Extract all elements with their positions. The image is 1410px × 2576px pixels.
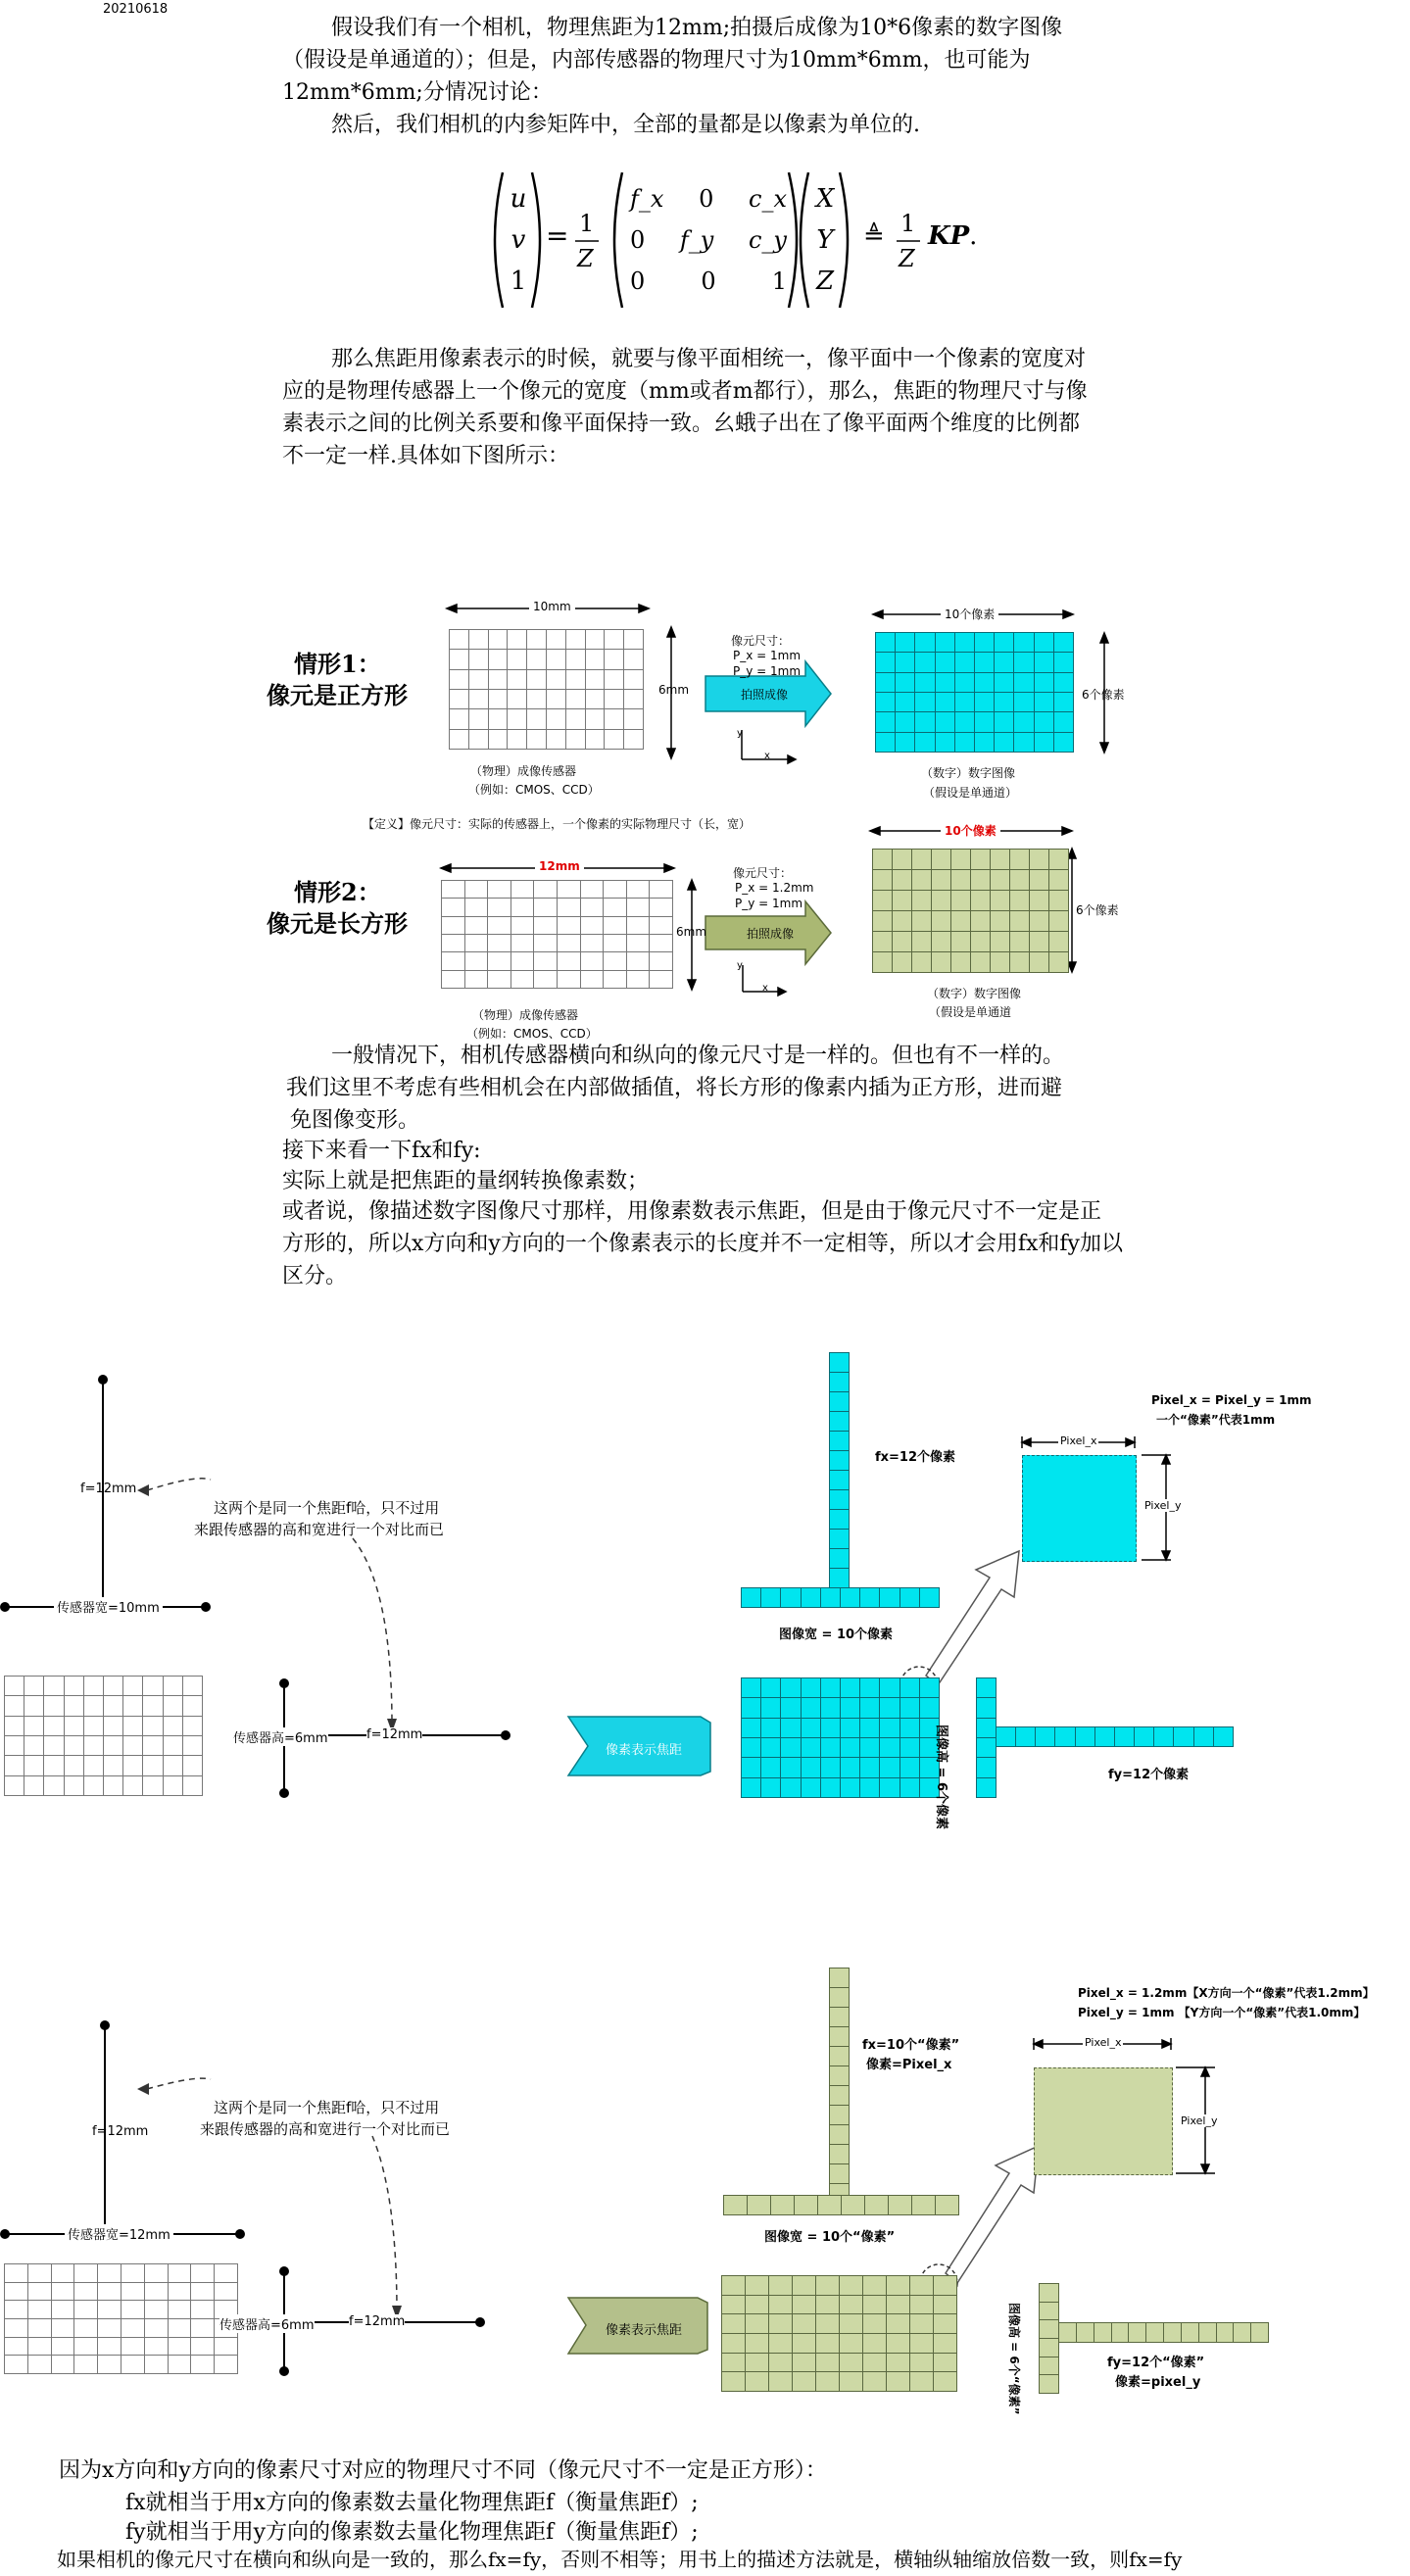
case2-title-2: 像元是长方形 — [267, 909, 408, 938]
grid-cell — [122, 2264, 145, 2283]
lhs-v: v — [511, 225, 526, 255]
grid-cell — [1182, 2323, 1199, 2343]
grid-cell — [934, 2334, 957, 2354]
grid-cell — [934, 2296, 957, 2315]
grid-cell — [840, 2372, 863, 2392]
grid-cell — [122, 2283, 145, 2302]
grid-cell — [722, 2314, 746, 2334]
grid-cell — [840, 2334, 863, 2354]
grid-cell — [169, 2319, 192, 2338]
d2-arrow-text: 像素表示焦距 — [606, 2323, 683, 2338]
grid-cell — [1040, 2339, 1059, 2357]
grid-cell — [722, 2296, 746, 2315]
grid-cell — [830, 1968, 850, 1988]
case1-image-cap2: （假设是单通道） — [923, 786, 1018, 800]
d2-sensor-w: 传感器宽=12mm — [65, 2224, 173, 2243]
grid-cell — [191, 2283, 215, 2302]
d2-f-label-2: f=12mm — [349, 2314, 406, 2329]
para3-line-4: 接下来看一下fx和fy: — [282, 1139, 481, 1163]
grid-cell — [215, 2264, 238, 2283]
grid-cell — [934, 2314, 957, 2334]
case1-title-1: 情形1： — [294, 650, 381, 678]
grid-cell — [746, 2334, 769, 2354]
grid-cell — [842, 2196, 865, 2215]
d2-note-2: 来跟传感器的高和宽进行一个对比而已 — [200, 2120, 451, 2138]
case1-image-height: 6个像素 — [1082, 688, 1125, 702]
case1-sensor-cap1: （物理）成像传感器 — [470, 764, 577, 778]
grid-cell — [769, 2296, 793, 2315]
d2-img-h: 图像高 = 6个“像素” — [1007, 2303, 1021, 2415]
grid-cell — [52, 2338, 75, 2357]
grid-cell — [910, 2314, 934, 2334]
grid-cell — [818, 2196, 842, 2215]
d2-sensor-h: 传感器高=6mm — [219, 2314, 315, 2333]
grid-cell — [145, 2319, 169, 2338]
grid-cell — [98, 2301, 122, 2319]
d2-fx-label-1: fx=10个“像素” — [862, 2038, 960, 2053]
grid-cell — [830, 2086, 850, 2106]
grid-cell — [793, 2354, 816, 2373]
grid-cell — [863, 2276, 887, 2296]
intrinsic-formula: u v 1 = 1 Z f_x 0 c_x 0 f_y c_y 0 0 1 X Y Z ≜ 1 Z KP. — [485, 167, 1034, 314]
grid-cell — [122, 2301, 145, 2319]
d2-pixel-eq-1: Pixel_x = 1.2mm【X方向一个“像素”代表1.2mm】 — [1078, 1986, 1375, 2000]
case1-px: P_x = 1mm — [733, 649, 802, 662]
d2-img-w: 图像宽 = 10个“像素” — [764, 2230, 896, 2245]
intro-line-4: 然后，我们相机的内参矩阵中，全部的量都是以像素为单位的. — [331, 113, 920, 137]
d1-note-1: 这两个是同一个焦距f哈，只不过用 — [214, 1499, 440, 1517]
d1-pixel-note: 一个“像素”代表1mm — [1156, 1413, 1276, 1427]
d1-pixel-eq: Pixel_x = Pixel_y = 1mm — [1151, 1393, 1312, 1407]
grid-cell — [722, 2276, 746, 2296]
d2-fy-label-2: 像素=pixel_y — [1115, 2375, 1201, 2390]
m01: 0 — [699, 185, 714, 213]
case1-py: P_y = 1mm — [733, 664, 802, 678]
grid-cell — [145, 2301, 169, 2319]
conclusion-line-4: 如果相机的像元尺寸在横向和纵向是一致的，那么fx=fy，否则不相等；用书上的描述方法就是，横轴纵轴缩放倍数一致，则fx=fy — [57, 2548, 1183, 2571]
grid-cell — [1146, 2323, 1164, 2343]
d2-pixel-rect — [1034, 2067, 1173, 2175]
grid-cell — [840, 2296, 863, 2315]
grid-cell — [169, 2301, 192, 2319]
intro-line-2: （假设是单通道的）；但是，内部传感器的物理尺寸为10mm*6mm，也可能为 — [282, 48, 1031, 73]
conclusion-line-2: fx就相当于用x方向的像素数去量化物理焦距f（衡量焦距f）; — [125, 2491, 699, 2515]
grid-cell — [830, 2125, 850, 2145]
grid-cell — [1059, 2323, 1077, 2343]
grid-cell — [793, 2314, 816, 2334]
grid-cell — [1040, 2320, 1059, 2339]
grid-cell — [722, 2354, 746, 2373]
grid-cell — [122, 2338, 145, 2357]
case1-sensor-height: 6mm — [658, 683, 690, 697]
d1-f-label-2: f=12mm — [366, 1727, 423, 1742]
grid-cell — [52, 2319, 75, 2338]
grid-cell — [863, 2334, 887, 2354]
d2-height-column — [1039, 2283, 1059, 2394]
grid-cell — [1094, 2323, 1112, 2343]
d1-note-2: 来跟传感器的高和宽进行一个对比而已 — [194, 1521, 445, 1538]
d2-pixel-y: Pixel_y — [1181, 2114, 1218, 2127]
grid-cell — [816, 2334, 840, 2354]
grid-cell — [145, 2356, 169, 2374]
para3-line-8: 区分。 — [282, 1264, 348, 1288]
m11: f_y — [679, 226, 714, 254]
case1-pixel-size-title: 像元尺寸： — [731, 634, 791, 648]
d1-fy-label: fy=12个像素 — [1108, 1768, 1190, 1782]
para3-line-1: 一般情况下，相机传感器横向和纵向的像元尺寸是一样的。但也有不一样的。 — [331, 1044, 1065, 1068]
grid-cell — [122, 2319, 145, 2338]
grid-cell — [191, 2301, 215, 2319]
grid-cell — [1077, 2323, 1094, 2343]
grid-cell — [28, 2301, 52, 2319]
case2-axis-x: x — [762, 983, 768, 994]
grid-cell — [191, 2356, 215, 2374]
grid-cell — [98, 2283, 122, 2302]
grid-cell — [52, 2356, 75, 2374]
grid-cell — [795, 2196, 818, 2215]
d1-img-h: 图像高 = 6个像素 — [934, 1725, 948, 1829]
grid-cell — [889, 2196, 912, 2215]
case2-sensor-cap2: （例如：CMOS、CCD） — [466, 1027, 598, 1041]
grid-cell — [145, 2338, 169, 2357]
lhs-u: u — [510, 184, 527, 214]
grid-cell — [1251, 2323, 1269, 2343]
para2-line-3: 素表示之间的比例关系要和像平面保持一致。幺蛾子出在了像平面两个维度的比例都 — [282, 412, 1081, 436]
grid-cell — [74, 2283, 98, 2302]
d2-pixel-x: Pixel_x — [1085, 2036, 1122, 2049]
case2-py: P_y = 1mm — [735, 897, 803, 910]
grid-cell — [746, 2372, 769, 2392]
grid-cell — [1040, 2303, 1059, 2321]
d2-image-grid — [721, 2275, 957, 2392]
para2-line-4: 不一定一样.具体如下图所示： — [282, 444, 569, 468]
grid-cell — [169, 2338, 192, 2357]
grid-cell — [830, 2164, 850, 2184]
grid-cell — [863, 2314, 887, 2334]
case2-image-width: 10个像素 — [941, 822, 1000, 839]
grid-cell — [910, 2372, 934, 2392]
grid-cell — [793, 2372, 816, 2392]
grid-cell — [887, 2314, 910, 2334]
grid-cell — [722, 2372, 746, 2392]
grid-cell — [1234, 2323, 1251, 2343]
grid-cell — [52, 2283, 75, 2302]
grid-cell — [74, 2301, 98, 2319]
grid-cell — [28, 2264, 52, 2283]
case1-arrow-text: 拍照成像 — [741, 688, 789, 702]
grid-cell — [145, 2283, 169, 2302]
grid-cell — [5, 2301, 28, 2319]
grid-cell — [145, 2264, 169, 2283]
grid-cell — [769, 2314, 793, 2334]
grid-cell — [1217, 2323, 1235, 2343]
para2-line-1: 那么焦距用像素表示的时候，就要与像平面相统一，像平面中一个像素的宽度对 — [331, 347, 1087, 371]
grid-cell — [169, 2283, 192, 2302]
grid-cell — [934, 2372, 957, 2392]
grid-cell — [74, 2319, 98, 2338]
grid-cell — [98, 2319, 122, 2338]
rhs-X: X — [815, 184, 835, 214]
grid-cell — [1129, 2323, 1146, 2343]
m10: 0 — [630, 226, 646, 254]
grid-cell — [910, 2354, 934, 2373]
grid-cell — [816, 2372, 840, 2392]
grid-cell — [98, 2356, 122, 2374]
grid-cell — [769, 2354, 793, 2373]
grid-cell — [1040, 2357, 1059, 2376]
grid-cell — [5, 2338, 28, 2357]
d1-sensor-w: 传感器宽=10mm — [54, 1597, 163, 1616]
para3-line-2: 我们这里不考虑有些相机会在内部做插值，将长方形的像素内插为正方形，进而避 — [286, 1076, 1063, 1100]
case1-title-2: 像元是正方形 — [267, 681, 408, 709]
grid-cell — [5, 2283, 28, 2302]
date-stamp: 20210618 — [103, 2, 169, 17]
grid-cell — [74, 2356, 98, 2374]
grid-cell — [52, 2264, 75, 2283]
d2-fx-label-2: 像素=Pixel_x — [866, 2058, 952, 2072]
grid-cell — [863, 2372, 887, 2392]
m12: c_y — [748, 226, 787, 254]
case1-image-width: 10个像素 — [941, 606, 998, 622]
grid-cell — [830, 2047, 850, 2066]
grid-cell — [771, 2196, 795, 2215]
grid-cell — [74, 2338, 98, 2357]
case2-pixel-size-title: 像元尺寸： — [733, 866, 793, 880]
grid-cell — [910, 2296, 934, 2315]
conclusion-line-3: fy就相当于用y方向的像素数去量化物理焦距f（衡量焦距f）; — [125, 2520, 699, 2545]
grid-cell — [830, 2106, 850, 2125]
d2-width-row — [723, 2195, 959, 2215]
case2-image-cap1: （数字）数字图像 — [927, 987, 1022, 1000]
rhs-Y: Y — [816, 225, 834, 255]
case2-sensor-height: 6mm — [676, 925, 707, 939]
m00: f_x — [630, 185, 664, 213]
grid-cell — [830, 2027, 850, 2047]
grid-cell — [863, 2354, 887, 2373]
d2-sensor-grid — [4, 2263, 238, 2374]
grid-cell — [769, 2276, 793, 2296]
grid-cell — [887, 2276, 910, 2296]
grid-cell — [1112, 2323, 1130, 2343]
para3-line-6: 或者说，像描述数字图像尺寸那样，用像素数表示焦距，但是由于像元尺寸不一定是正 — [282, 1199, 1102, 1224]
case1-axis-y: y — [737, 728, 743, 739]
grid-cell — [887, 2354, 910, 2373]
d1-f-label: f=12mm — [80, 1482, 137, 1496]
grid-cell — [816, 2276, 840, 2296]
grid-cell — [865, 2196, 889, 2215]
m22: 1 — [771, 267, 787, 295]
grid-cell — [934, 2354, 957, 2373]
d1-pixel-x: Pixel_x — [1060, 1434, 1097, 1447]
grid-cell — [769, 2372, 793, 2392]
intro-line-3: 12mm*6mm;分情况讨论： — [282, 80, 553, 105]
grid-cell — [746, 2314, 769, 2334]
d1-pixel-y: Pixel_y — [1144, 1499, 1182, 1512]
d2-pixel-eq-2: Pixel_y = 1mm 【Y方向一个“像素”代表1.0mm】 — [1078, 2006, 1366, 2019]
grid-cell — [912, 2196, 936, 2215]
lhs-1: 1 — [510, 267, 527, 296]
grid-cell — [936, 2196, 959, 2215]
grid-cell — [28, 2319, 52, 2338]
case2-axis-y: y — [737, 960, 743, 971]
conclusion-line-1: 因为x方向和y方向的像素尺寸对应的物理尺寸不同（像元尺寸不一定是正方形）： — [59, 2458, 827, 2483]
grid-cell — [816, 2314, 840, 2334]
grid-cell — [1040, 2284, 1059, 2303]
grid-cell — [793, 2296, 816, 2315]
para2-line-2: 应的是物理传感器上一个像元的宽度（mm或者m都行），那么，焦距的物理尺寸与像 — [282, 379, 1088, 404]
para3-line-7: 方形的，所以x方向和y方向的一个像素表示的长度并不一定相等，所以才会用fx和fy加以 — [282, 1232, 1123, 1256]
d1-fx-label: fx=12个像素 — [875, 1450, 956, 1465]
grid-cell — [816, 2296, 840, 2315]
grid-cell — [816, 2354, 840, 2373]
grid-cell — [191, 2338, 215, 2357]
case2-arrow-text: 拍照成像 — [747, 927, 795, 941]
grid-cell — [746, 2296, 769, 2315]
grid-cell — [887, 2296, 910, 2315]
grid-cell — [748, 2196, 771, 2215]
case2-sensor-width: 12mm — [535, 859, 584, 873]
grid-cell — [910, 2276, 934, 2296]
grid-cell — [169, 2356, 192, 2374]
m21: 0 — [701, 267, 716, 295]
rhs-Z: Z — [815, 267, 835, 296]
grid-cell — [191, 2319, 215, 2338]
grid-cell — [5, 2319, 28, 2338]
para3-line-3: 免图像变形。 — [290, 1108, 420, 1133]
d1-img-w: 图像宽 = 10个像素 — [779, 1628, 894, 1642]
grid-cell — [746, 2354, 769, 2373]
case1-axis-x: x — [764, 751, 770, 761]
d2-fy-label-1: fy=12个“像素” — [1107, 2356, 1205, 2370]
grid-cell — [74, 2264, 98, 2283]
grid-cell — [215, 2356, 238, 2374]
grid-cell — [769, 2334, 793, 2354]
grid-cell — [863, 2296, 887, 2315]
grid-cell — [215, 2338, 238, 2357]
grid-cell — [28, 2338, 52, 2357]
m20: 0 — [630, 267, 646, 295]
grid-cell — [722, 2334, 746, 2354]
grid-cell — [830, 2145, 850, 2164]
case2-px: P_x = 1.2mm — [735, 881, 814, 895]
para3-line-5: 实际上就是把焦距的量纲转换像素数； — [282, 1169, 650, 1193]
intro-line-1: 假设我们有一个相机，物理焦距为12mm;拍摄后成像为10*6像素的数字图像 — [331, 16, 1063, 40]
case1-image-cap1: （数字）数字图像 — [921, 766, 1016, 780]
case1-sensor-width: 10mm — [529, 600, 575, 613]
grid-cell — [793, 2276, 816, 2296]
grid-cell — [191, 2264, 215, 2283]
grid-cell — [1164, 2323, 1182, 2343]
grid-cell — [215, 2283, 238, 2302]
case2-title-1: 情形2： — [294, 878, 381, 906]
case2-image-height: 6个像素 — [1076, 903, 1119, 917]
case2-image-cap2: （假设是单通道 — [929, 1005, 1012, 1019]
grid-cell — [887, 2372, 910, 2392]
grid-cell — [5, 2264, 28, 2283]
d2-f-label: f=12mm — [92, 2124, 149, 2139]
grid-cell — [746, 2276, 769, 2296]
grid-cell — [830, 1988, 850, 2008]
grid-cell — [5, 2356, 28, 2374]
grid-cell — [840, 2354, 863, 2373]
grid-cell — [840, 2314, 863, 2334]
d2-fx-column — [829, 1968, 850, 2204]
grid-cell — [793, 2334, 816, 2354]
grid-cell — [934, 2276, 957, 2296]
case2-sensor-cap1: （物理）成像传感器 — [472, 1008, 579, 1022]
d1-sensor-h: 传感器高=6mm — [233, 1727, 328, 1746]
grid-cell — [830, 2008, 850, 2027]
case1-sensor-cap2: （例如：CMOS、CCD） — [468, 783, 600, 797]
d1-arrow-text: 像素表示焦距 — [606, 1743, 683, 1758]
grid-cell — [98, 2264, 122, 2283]
d2-fy-row — [1058, 2322, 1269, 2343]
grid-cell — [1199, 2323, 1217, 2343]
grid-cell — [169, 2264, 192, 2283]
grid-cell — [887, 2334, 910, 2354]
grid-cell — [52, 2301, 75, 2319]
grid-cell — [840, 2276, 863, 2296]
grid-cell — [28, 2283, 52, 2302]
grid-cell — [98, 2338, 122, 2357]
grid-cell — [724, 2196, 748, 2215]
definition: 【定义】像元尺寸：实际的传感器上，一个像素的实际物理尺寸（长，宽） — [363, 817, 752, 831]
m02: c_x — [749, 185, 787, 213]
grid-cell — [830, 2066, 850, 2086]
d2-note-1: 这两个是同一个焦距f哈，只不过用 — [214, 2099, 440, 2116]
grid-cell — [122, 2356, 145, 2374]
grid-cell — [910, 2334, 934, 2354]
grid-cell — [28, 2356, 52, 2374]
grid-cell — [1040, 2375, 1059, 2394]
